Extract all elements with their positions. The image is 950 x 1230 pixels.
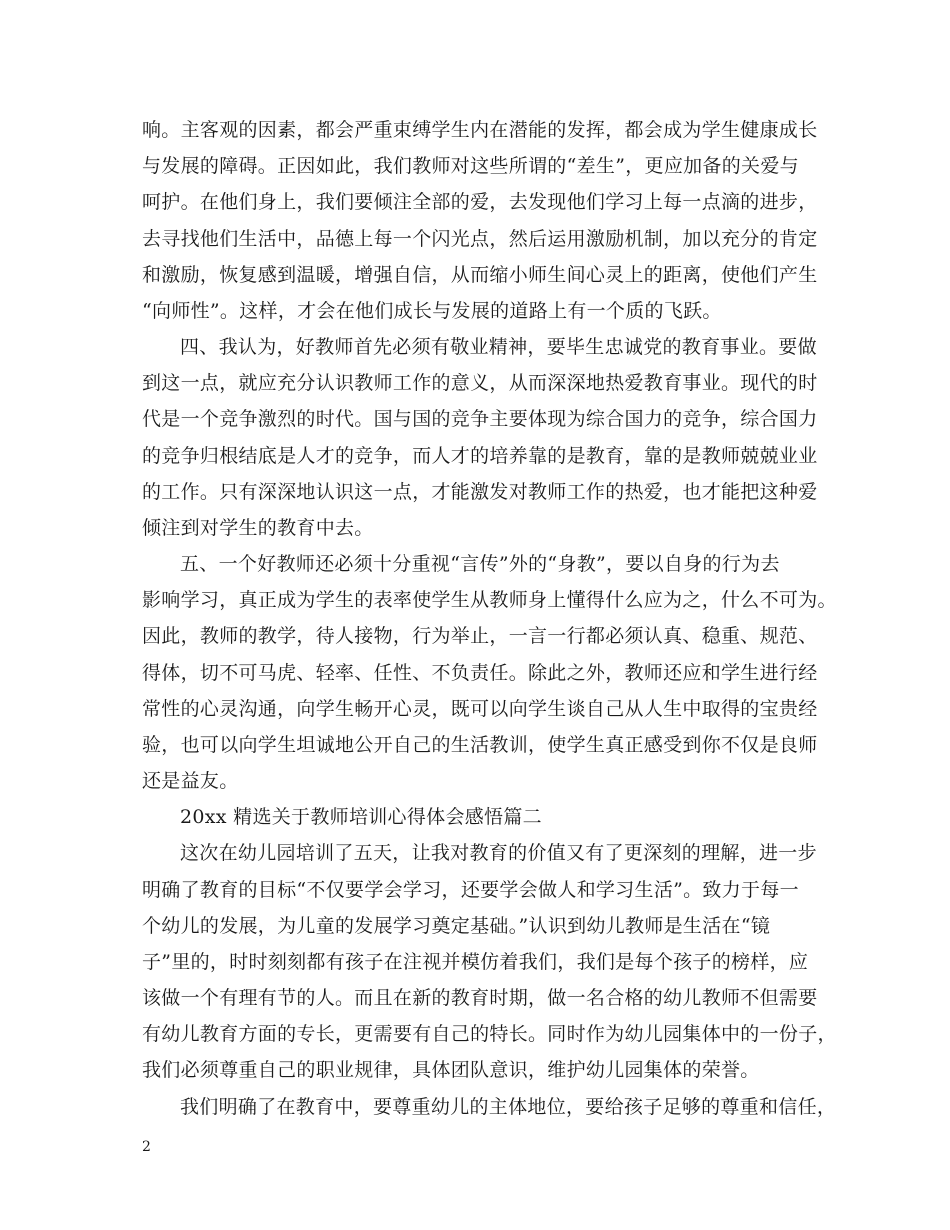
paragraph-line: 和激励，恢复感到温暖，增强自信，从而缩小师生间心灵上的距离，使他们产生 (142, 264, 818, 286)
paragraph-line: 验，也可以向学生坦诚地公开自己的生活教训，使学生真正感受到你不仅是良师 (142, 734, 818, 756)
paragraph-line: 得体，切不可马虎、轻率、任性、不负责任。除此之外，教师还应和学生进行经 (142, 662, 818, 684)
paragraph-line: 五、一个好教师还必须十分重视“言传”外的“身教”，要以自身的行为去 (180, 553, 780, 575)
paragraph-line: 个幼儿的发展，为儿童的发展学习奠定基础。”认识到幼儿教师是生活在“镜 (142, 915, 771, 937)
paragraph-line: 的竞争归根结底是人才的竞争，而人才的培养靠的是教育，靠的是教师兢兢业业 (142, 445, 818, 467)
page-number: 2 (142, 1139, 151, 1155)
paragraph-line: 我们必须尊重自己的职业规律，具体团队意识，维护幼儿园集体的荣誉。 (142, 1059, 760, 1081)
paragraph-line: 影响学习，真正成为学生的表率使学生从教师身上懂得什么应为之，什么不可为。 (142, 589, 837, 611)
paragraph-line: 常性的心灵沟通，向学生畅开心灵，既可以向学生谈自己从人生中取得的宝贵经 (142, 698, 818, 720)
paragraph-line: 四、我认为，好教师首先必须有敬业精神，要毕生忠诚党的教育事业。要做 (180, 336, 817, 358)
paragraph-line: 子”里的，时时刻刻都有孩子在注视并模仿着我们，我们是每个孩子的榜样，应 (142, 951, 809, 973)
paragraph-line: 呵护。在他们身上，我们要倾注全部的爱，去发现他们学习上每一点滴的进步， (142, 191, 818, 213)
section-heading: 20xx 精选关于教师培训心得体会感悟篇二 (180, 806, 542, 828)
paragraph-line: 与发展的障碍。正因如此，我们教师对这些所谓的“差生”，更应加备的关爱与 (142, 155, 799, 177)
paragraph-line: 明确了教育的目标“不仅要学会学习，还要学会做人和学习生活”。致力于每一 (142, 879, 799, 901)
paragraph-line: 到这一点，就应充分认识教师工作的意义，从而深深地热爱教育事业。现代的时 (142, 372, 818, 394)
paragraph-line: 这次在幼儿园培训了五天，让我对教育的价值又有了更深刻的理解，进一步 (180, 842, 817, 864)
paragraph-line: 代是一个竞争激烈的时代。国与国的竞争主要体现为综合国力的竞争，综合国力 (142, 408, 818, 430)
paragraph-line: 有幼儿教育方面的专长，更需要有自己的特长。同时作为幼儿园集体中的一份子， (142, 1023, 837, 1045)
paragraph-line: 响。主客观的因素，都会严重束缚学生内在潜能的发挥，都会成为学生健康成长 (142, 119, 818, 141)
paragraph-line: 因此，教师的教学，待人接物，行为举止，一言一行都必须认真、稳重、规范、 (142, 625, 818, 647)
paragraph-line: 还是益友。 (142, 770, 239, 792)
paragraph-line: 的工作。只有深深地认识这一点，才能激发对教师工作的热爱，也才能把这种爱 (142, 481, 818, 503)
paragraph-line: “向师性”。这样，才会在他们成长与发展的道路上有一个质的飞跃。 (142, 300, 722, 322)
paragraph-line: 我们明确了在教育中，要尊重幼儿的主体地位，要给孩子足够的尊重和信任， (180, 1096, 837, 1118)
paragraph-line: 去寻找他们生活中，品德上每一个闪光点，然后运用激励机制，加以充分的肯定 (142, 228, 818, 250)
paragraph-line: 该做一个有理有节的人。而且在新的教育时期，做一名合格的幼儿教师不但需要 (142, 987, 818, 1009)
paragraph-line: 倾注到对学生的教育中去。 (142, 517, 374, 539)
